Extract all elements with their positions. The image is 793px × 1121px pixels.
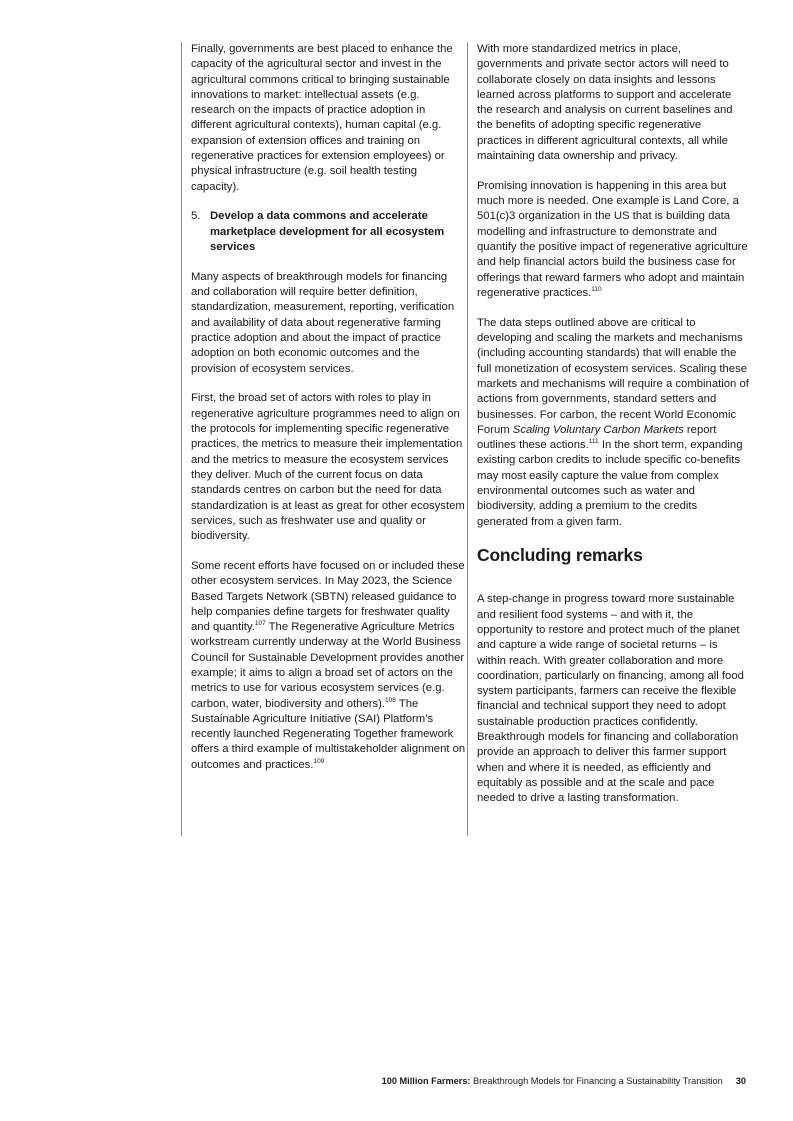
footnote-ref-109: 109	[313, 757, 325, 765]
paragraph-concluding: A step-change in progress toward more sustainable and resilient food systems – and with it, the opportunity to restore and protect much of the planet and capture a wide range of societal returns – is within reach. With greater collaboration and more coordination, particularly on financing, among all food system participants, farmers can receive the flexible financial and technical support they need to adopt sustainable production practices confidently. Breakthrough models for financing and collaboration provide an approach to deliver this farmer support when and where it is needed, as efficiently and equitably as possible and at the scale and pace needed to drive a lasting transformation.	[477, 593, 744, 805]
right-column	[467, 42, 749, 836]
text-segment: In the short term, expanding existing carbon credits to include specific co-benefits may most easily capture the value from complex environmental outcomes such as water and biodiversity, adding a premium to the credits generated from a given farm.	[477, 439, 743, 528]
footnote-ref-107: 107	[254, 620, 266, 628]
item-heading: Develop a data commons and accelerate marketplace development for all ecosystem services	[210, 210, 445, 254]
page-footer	[382, 1075, 746, 1087]
numbered-item-5	[191, 209, 466, 255]
text-segment: The Regenerative Agriculture Metrics workstream currently underway at the World Business Council for Sustainable Development provides another example; it aims to align a broad set of actors on the metrics to use for various ecosystem services (e.g. carbon, water, biodiversity and others).	[191, 621, 465, 710]
text-segment: Some recent efforts have focused on or included these other ecosystem services. In May 2023, the Science Based Targets Network (SBTN) released guidance to help companies define targets for freshwater quality and quantity.	[191, 559, 465, 634]
text-segment: The Sustainable Agriculture Initiative (SAI) Platform’s recently launched Regenerating Together framework offers a third example of multistakeholder alignment on outcomes and practices.	[191, 697, 466, 771]
item-number: 5.	[191, 210, 201, 223]
left-column	[181, 42, 466, 836]
text-segment: report outlines these actions.	[477, 423, 717, 452]
page-number: 30	[735, 1076, 746, 1086]
section-heading: Concluding remarks	[477, 545, 643, 566]
footer-subtitle: Breakthrough Models for Financing a Sustainability Transition	[470, 1076, 723, 1086]
paragraph-governments: Finally, governments are best placed to enhance the capacity of the agricultural sector and invest in the agricultural commons critical to bringing sustainable innovations to market: intellectual assets (e.g. research on the impacts of practice adoption in different agricultural contexts), human capital (e.g. expansion of extension offices and training on regenerative practices for extension employees) or physical infrastructure (e.g. soil health testing capacity).	[191, 43, 453, 193]
text-segment: Promising innovation is happening in this area but much more is needed. One example is Land Core, a 501(c)3 organization in the US that is building data modelling and infrastructure to demonstrate and quantify the positive impact of regenerative agriculture and help financial actors build the business case for offerings that reward farmers who adopt and maintain regenerative practices.	[477, 179, 748, 299]
paragraph-standardized-metrics: With more standardized metrics in place, governments and private sector actors will need to collaborate closely on data insights and lessons learned across platforms to support and accelerate the research and analysis on current baselines and the benefits of adopting specific regenerative practices in different agricultural contexts, all while maintaining data ownership and privacy.	[477, 43, 733, 163]
paragraph-actors-align: First, the broad set of actors with roles to play in regenerative agriculture programmes need to align on the protocols for implementing specific regenerative practices, the metrics to measure their implementation and the metrics to measure the ecosystem services they deliver. Much of the current focus on data standards centres on carbon but the need for data standardization is at least as great for other ecosystem services, such as freshwater use and quality or biodiversity.	[191, 392, 465, 543]
paragraph-breakthrough-data: Many aspects of breakthrough models for financing and collaboration will require better definition, standardization, measurement, reporting, verification and availability of data about regenerative farming practice adoption and about the impact of practice adoption on both economic outcomes and the provision of ecosystem services.	[191, 270, 455, 375]
report-title: Scaling Voluntary Carbon Markets	[512, 423, 684, 436]
paragraph-recent-efforts	[191, 559, 466, 773]
paragraph-data-steps	[477, 316, 749, 530]
footnote-ref-110: 110	[591, 285, 602, 293]
paragraph-promising-innovation	[477, 179, 749, 301]
text-segment: The data steps outlined above are critical to developing and scaling the markets and mechanisms (including accounting standards) that will enable the full monetization of ecosystem services. Scaling these markets and mechanisms will require a combination of actions from governments, standard setters and businesses. For carbon, the recent World Economic Forum	[477, 316, 749, 436]
footnote-ref-108: 108	[385, 696, 396, 704]
footer-title: 100 Million Farmers:	[381, 1076, 471, 1086]
footnote-ref-111: 111	[588, 438, 599, 446]
